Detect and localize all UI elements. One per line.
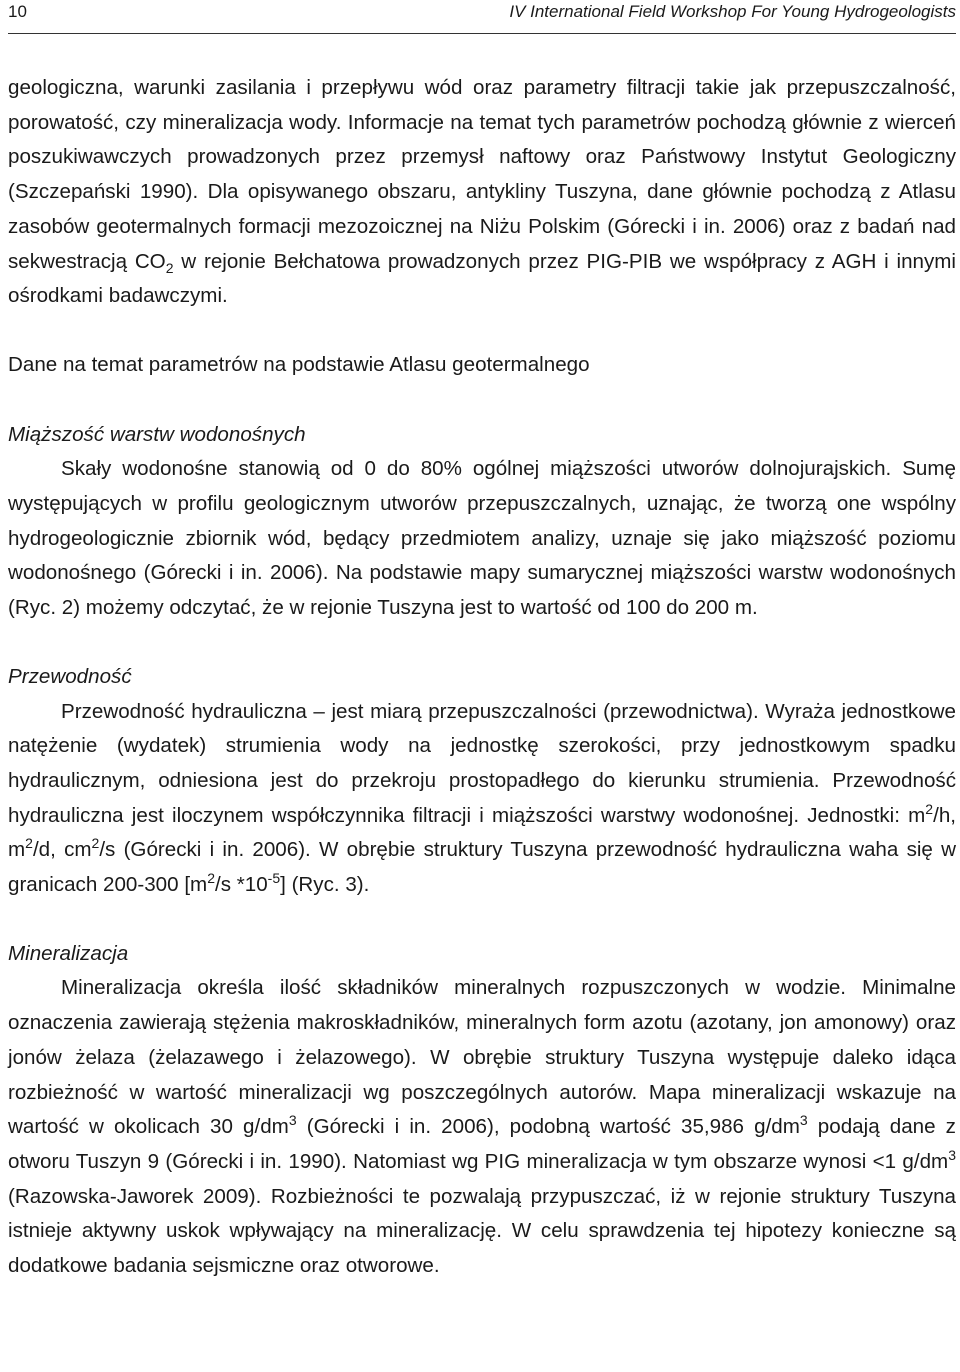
running-title: IV International Field Workshop For Young Hydrogeologists xyxy=(509,2,956,21)
subsection-heading-mineralization: Mineralizacja xyxy=(8,941,129,965)
section-heading: Dane na temat parametrów na podstawie Atlasu geotermalnego xyxy=(8,352,590,376)
mineralization-paragraph: Mineralizacja określa ilość składników mineralnych rozpuszczonych w wodzie. Minimalne oznaczenia zawierają stężenia makroskładników, mineralnych form azotu (azotany, jon amonowy) oraz jonów żelaza (żelazawego i żelazowego). W obrębie struktury Tuszyna występuje daleko idąca rozbieżność w wartość mineralizacji wg poszczególnych autorów. Mapa mineralizacji wskazuje na wartość w okolicach 30 $g/dm^3$ (Górecki i in. 2006), podobną wartość 35,986 $g/dm^3$ podają dane z otworu Tuszyn 9 (Górecki i in. 1990). Natomiast wg PIG mineralizacja w tym obszarze wynosi <1 $g/dm^3$ (Razowska-Jaworek 2009). Rozbieżności te pozwalają przypuszczać, iż w rejonie struktury Tuszyna istnieje aktywny uskok wpływający na mineralizację. W celu sprawdzenia tej hipotezy konieczne są dodatkowe badania sejsmiczne oraz otworowe. xyxy=(8,976,956,1278)
transmissivity-paragraph: Przewodność hydrauliczna – jest miarą przepuszczalności (przewodnictwa). Wyraża jednostkowe natężenie (wydatek) strumienia wody na jednostkę szerokości, przy jednostkowym spadku hydraulicznym, odniesiona jest do przekroju prostopadłego do kierunku strumienia. Przewodność hydrauliczna jest iloczynem współczynnika filtracji i miąższości warstwy wodonośnej. Jednostki: $m^2/h$, $m^2/d$, $cm^2/s$ (Górecki i in. 2006). W obrębie struktury Tuszyna przewodność hydrauliczna waha się w granicach 200-300 [$m^2/s$ $*10^{-5}$] (Ryc. 3). xyxy=(8,699,956,897)
page-header xyxy=(8,0,956,34)
subsection-heading-thickness: Miąższość warstw wodonośnych xyxy=(8,422,306,446)
page-number: 10 xyxy=(8,2,27,21)
subsection-heading-transmissivity: Przewodność xyxy=(8,664,132,688)
thickness-paragraph: Skały wodonośne stanowią od 0 do 80% ogólnej miąższości utworów dolnojurajskich. Sumę występujących w profilu geologicznym utworów przepuszczalnych, uznając, że tworzą one wspólny hydrogeologicznie zbiornik wód, będący przedmiotem analizy, uznaje się jako miąższość poziomu wodonośnego (Górecki i in. 2006). Na podstawie mapy sumarycznej miąższości warstw wodonośnych (Ryc. 2) możemy odczytać, że w rejonie Tuszyna jest to wartość od 100 do 200 m. xyxy=(8,457,956,620)
document-body xyxy=(8,71,956,1284)
intro-paragraph: geologiczna, warunki zasilania i przepływu wód oraz parametry filtracji takie jak przepuszczalność, porowatość, czy mineralizacja wody. Informacje na temat tych parametrów pochodzą głównie z wierceń poszukiwawczych prowadzonych przez przemysł naftowy oraz Państwowy Instytut Geologiczny (Szczepański 1990). Dla opisywanego obszaru, antykliny Tuszyna, dane głównie pochodzą z Atlasu zasobów geotermalnych formacji mezozoicznej na Niżu Polskim (Górecki i in. 2006) oraz z badań nad sekwestracją $CO_2$ w rejonie Bełchatowa prowadzonych przez PIG-PIB we współpracy z AGH i innymi ośrodkami badawczymi. xyxy=(8,76,956,308)
document-page xyxy=(8,0,956,1284)
